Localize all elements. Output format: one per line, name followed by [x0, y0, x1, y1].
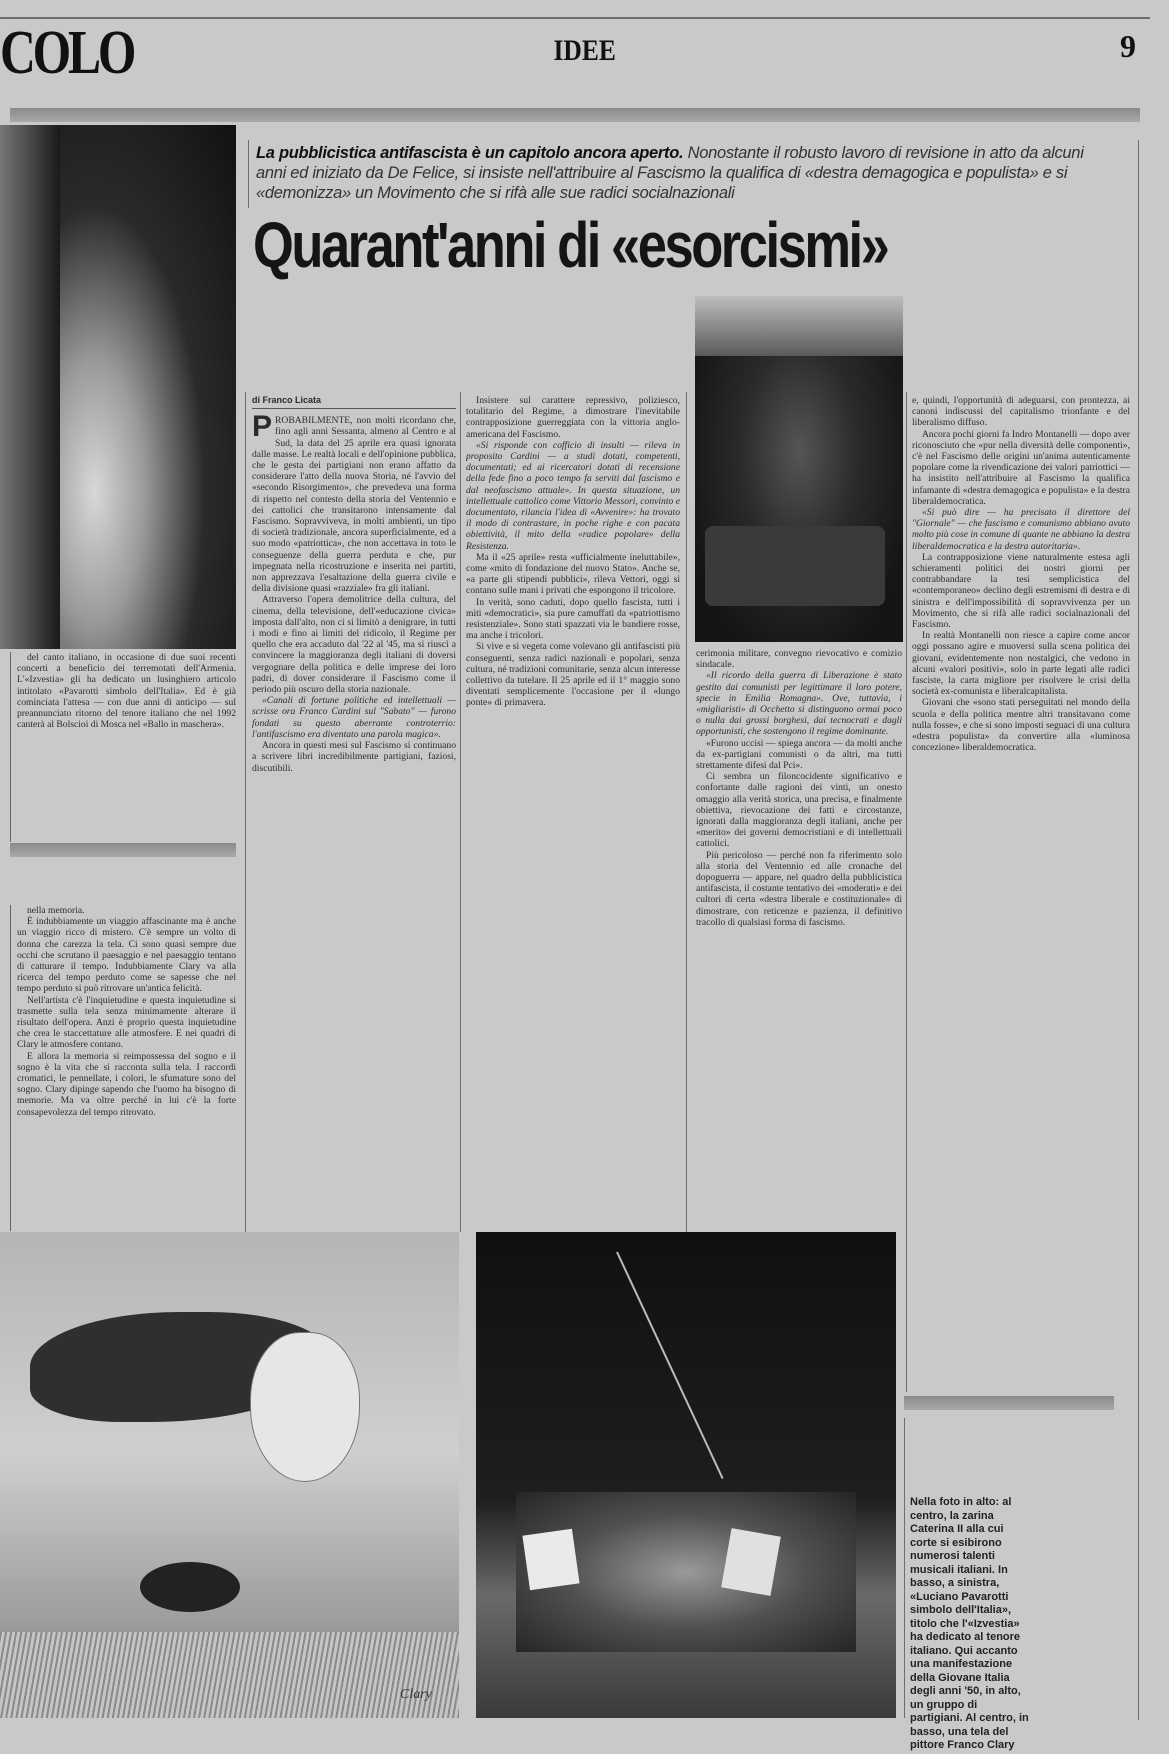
article-column-3: cerimonia militare, convegno rievocativo e comizio sindacale. «Il ricordo della guerra di Liberazione è stato gestito dai comunisti per legittimare il loro potere, specie in Emilia Romagna». Ove, tuttavia, i «migliaristi» di Occhetto si distinguono ormai poco o nulla dai grossi borghesi, dai tecnocrati e dagli opportunisti, che sostengono il regime dominante. «Furono uccisi — spiega ancora — da molti anche da ex-partigiani comunisti o da altri, ma tutti strettamente difesi dal Pci». Ci sembra un filoncocidente significativo e confortante dalle ragioni dei vinti, un onesto omaggio alla verità storica, una precisa, e finalmente obiettiva, rievocazione dei fatti e circostanze, ignorati dalla maggioranza degli italiani, anche per «merito» dei governi democristiani e di intellettuali cattolici. Più pericoloso — perché non fa riferimento solo alla storia del Ventennio ed alle cronache del dopoguerra — appare, nel quadro della pubblicistica antifascista, il costante tentativo dei «moderati» e dei cultori di certa «destra liberale e costituzionale» di dimostrare, con reticenze e pazienza, il definitivo tracollo di qualsiasi forma di fascismo.	[696, 648, 902, 928]
portrait-photo	[0, 125, 236, 649]
article-title: Quarant'anni di «esorcismi»	[253, 209, 888, 281]
right-rule	[1138, 140, 1139, 1720]
page-number: 9	[1120, 28, 1136, 64]
sidebar-band	[10, 843, 236, 857]
col-rule	[460, 392, 461, 1232]
sidebar-bottom-text: nella memoria. È indubbiamente un viaggio affascinante ma è anche un viaggio ricco di mistero. C'è sempre un volto di donna che carezza la tela. Ci sono quasi sempre due occhi che scrutano il paesaggio e nel paesaggio tentano di catturare il tempo. Indubbiamente Clary va alla ricerca del tempo perduto come se sapesse che nel tempo perduto si può ritrovare un'antica felicità. Nell'artista c'è l'inquietudine e questa inquietudine si trasmette sulla tela senza minimamente alterare il risultato dell'opera. Anzi è proprio questa inquietudine che crea le staccettature alle atmosfere. E nei quadri di Clary le atmosfere contano. E allora la memoria si reimpossessa del sogno e il sogno è la vita che si racconta sulla tela. I raccordi cromatici, le pennellate, i colori, le sfumature sono del sogno. Clary dipinge sapendo che l'uomo ha bisogno di memorie. Ma va oltre perché in lui c'è la forte consapevolezza del tempo ritrovato.	[10, 905, 236, 1231]
deck-rule	[248, 140, 249, 208]
article-column-4: e, quindi, l'opportunità di adeguarsi, con prontezza, ai canoni indiscussi del capitalismo trionfante e del liberalismo diffuso. Ancora pochi giorni fa Indro Montanelli — dopo aver riconosciuto che «pur nella diversità delle componenti», c'è nel Fascismo delle origini un'anima autenticamente popolare come la rivendicazione dei valori patriottici — ha insistito nell'attribuire al Fascismo la qualifica infamante di «destra demagogica e populista» e la destra liberaldemocratica. «Si può dire — ha precisato il direttore del "Giornale" — che fascismo e comunismo abbiano avuto molto più cose in comune di quante ne abbiano la destra liberaldemocratica e la destra autoritaria». La contrapposizione viene naturalmente estesa agli schieramenti politici dei nostri giorni per contrabbandare la tesi semplicistica del «contemporaneo» declino degli estremismi di destra e di sinistra e dell'impossibilità di sopravvivenza per un Movimento, che si rifà alle radici socialnazionali del Fascismo. In realtà Montanelli non riesce a capire come ancor oggi possano agire e muoversi sulla scena politica dei giovani, evidentemente non nostalgici, che vedono in alcuni «valori positivi», solo in parte legati alle radici fasciste, la carta migliore per risolvere le crisi della società ex-comunista e liberalcapitalista. Giovani che «sono stati perseguitati nel mondo della scuola e della politica mentre altri transitavano come nulla fosse», e che si sono imposti seguaci di una cultura «destra populista» da convertire alla «luminosa concezione» liberaldemocratica.	[912, 395, 1130, 754]
article-deck: La pubblicistica antifascista è un capitolo ancora aperto. Nonostante il robusto lavoro di revisione in atto da alcuni anni ed iniziato da De Felice, si insiste nell'attribuire al Fascismo la qualifica di «destra demagogica e populista» e si «demonizza» un Movimento che si rifà alle sue radici socialnazionali	[256, 144, 1084, 202]
header-band	[10, 108, 1140, 122]
photo-caption: Nella foto in alto: al centro, la zarina Caterina II alla cui corte si esibirono numerosi talenti musicali italiani. In basso, a sinistra, «Luciano Pavarotti simbolo dell'Italia», titolo che l'«Izvestia» ha dedicato al tenore italiano. Qui accanto una manifestazione della Giovane Italia degli anni '50, in alto, un gruppo di partigiani. Al centro, in basso, una tela del pittore Franco Clary	[910, 1496, 1029, 1751]
caption-band	[904, 1396, 1114, 1410]
sidebar-top-text: del canto italiano, in occasione di due suoi recenti concerti a beneficio dei terremotati dell'Armenia. L'«Izvestia» gli ha dedicato un lusinghiero articolo intitolato «Pavarotti simbolo dell'Italia». Ed è già cominciata l'attesa — con due anni di anticipo — sul preannunciato ritorno del tenore italiano che nel 1992 canterà al Bolscioi di Mosca nel «Ballo in maschera».	[10, 652, 236, 842]
col-rule	[906, 392, 907, 1392]
painting-signature: Clary	[400, 1687, 432, 1702]
caption-rule	[904, 1418, 905, 1718]
clary-painting	[0, 1232, 459, 1718]
article-column-2: Insistere sul carattere repressivo, poliziesco, totalitario del Regime, a dimostrare l'inevitabile contrapposizione guerreggiata con la vittoria anglo-americana del Fascismo. «Si risponde con cofficio di insulti — rileva in proposito Cardini — a studi dotati, competenti, documentati; ed ai ricercatori dotati di recensione della fede fino a poco tempo fa serviti dal fascismo e dal neofascismo attuale». In questa situazione, un intellettuale cattolico come Vittorio Messori, convinto e documentato, rilancia l'idea di «Avvenire»: ha trovato il modo di contrastare, in poche righe e con pacata obiettività, il mito della «radice popolare» della Resistenza. Ma il «25 aprile» resta «ufficialmente ineluttabile», come «mito di fondazione del nuovo Stato». Anche se, «a parte gli stipendi pubblici», rileva Vettori, oggi si contano sulle mani i privati che espongono il tricolore. In verità, sono caduti, dopo quello fascista, tutti i miti «democratici», sia pure camuffati da «patriottismo resistenziale». Sono stati spazzati via le bandiere rosse, ma anche i tricolori. Si vive e si vegeta come volevano gli antifascisti più conseguenti, senza radici nazionali e popolari, senza cultura, né tradizioni comunitarie, senza alcun interesse collettivo da tutelare. Il 25 aprile ed il 1° maggio sono diventati semplicemente l'occasione per il «lungo ponte» di primavera.	[466, 395, 680, 709]
article-column-1: di Franco Licata P ROBABILMENTE, non molti ricordano che, fino agli anni Sessanta, almeno al Centro e al Sud, la data del 25 aprile era quasi ignorata dalle masse. Le realtà locali e dell'opinione pubblica, che le gesta dei partigiani non erano affatto da considerare l'atto della nuova Storia, né l'avvio del «secondo Risorgimento», che prevedeva una forma di rispetto nel contesto della storia del Ventennio e dei cattolici che transitarono intensamente dal Fascismo. Sopravviveva, in molti ambienti, un tipo di società tradizionale, ancora superficialmente, ed a suo modo «patriottica», che non accettava in toto le conseguenze della guerra perduta e che, pur impegnata nella ricostruzione e inserita nei partiti, non apprezzava l'esaltazione della guerra civile e della divisione quasi «razziale» fra gli italiani. Attraverso l'opera demolitrice della cultura, del cinema, della televisione, dell'«educazione civica» imposta dall'alto, non ci si limitò a denigrare, in tutti i modi e fino ai limiti del ridicolo, il Regime per quello che era accaduto dal '22 al '45, ma si riuscì a convincere la maggioranza degli italiani di doversi vergognare della politica e delle imprese dei loro padri, di dover considerare il Fascismo come il periodo più oscuro della storia nazionale. «Canali di fortune politiche ed intellettuali — scrisse ora Franco Cardini sul "Sabato" — furono fondati su questo aberrante controterrio: l'antifascismo era diventato una parola magica». Ancora in questi mesi sul Fascismo si continuano a scrivere libri incredibilmente partigiani, faziosi, discutibili.	[252, 395, 456, 774]
partisans-photo	[695, 296, 903, 642]
top-rule	[0, 17, 1150, 19]
col-rule	[245, 392, 246, 1232]
demonstration-photo	[476, 1232, 896, 1718]
section-fragment: COLO	[0, 19, 134, 87]
col-rule	[686, 392, 687, 1232]
section-title: IDEE	[553, 34, 616, 67]
